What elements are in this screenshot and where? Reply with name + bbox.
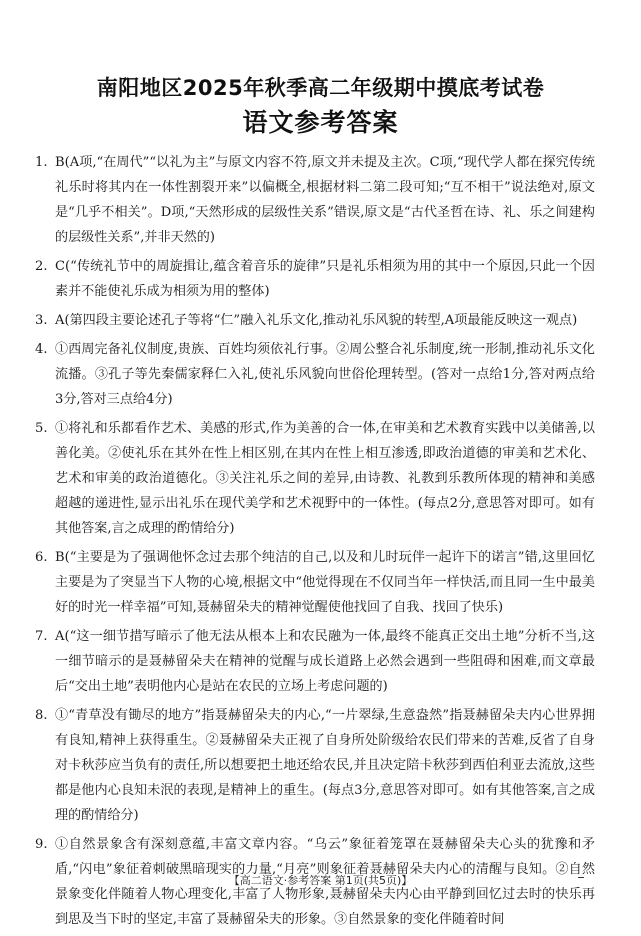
answer-text: ①自然景象含有深刻意蕴,丰富文章内容。“乌云”象征着笼罩在聂赫留朵夫心头的犹豫和矛盾,“闪电”象征着刺破黑暗现实的力量,“月亮”则象征着聂赫留朵夫内心的清醒与良知。②自然景象变化伴随着人物心理变化,丰富了人物形象,聂赫留朵夫内心由平静到回忆过去时的快乐再到思及当下时的坚定,丰富了聂赫留朵夫的形象。③自然景象的变化伴随着时间 xyxy=(55,837,595,927)
answer-text: C(“传统礼节中的周旋揖让,蕴含着音乐的旋律”只是礼乐相须为用的其中一个原因,只此一个因素并不能使礼乐成为相须为用的整体) xyxy=(55,259,595,299)
answer-item-2 xyxy=(35,254,595,304)
answer-number: 2. xyxy=(35,259,48,274)
answer-item-3 xyxy=(35,308,595,333)
answer-item-4 xyxy=(35,337,595,412)
answer-number: 3. xyxy=(35,313,48,328)
answer-item-6 xyxy=(35,545,595,620)
footer-dash xyxy=(578,877,584,878)
answer-list xyxy=(35,150,595,936)
answer-item-5 xyxy=(35,416,595,541)
answer-text: A(“这一细节措写暗示了他无法从根本上和农民融为一体,最终不能真正交出土地”分析不当,这一细节暗示的是聂赫留朵夫在精神的觉醒与成长道路上必然会遇到一些阻碍和困难,而文章最后“交出土地”表明他内心是站在农民的立场上考虑问题的) xyxy=(55,629,595,694)
answer-text: ①“青草没有锄尽的地方”指聂赫留朵夫的内心,“一片翠绿,生意盎然”指聂赫留朵夫内心世界拥有良知,精神上获得重生。②聂赫留朵夫正视了自身所处阶级给农民们带来的苦难,反省了自身对卡秋莎应当负有的责任,所以想要把土地还给农民,并且决定陪卡秋莎到西伯利亚去流放,这些都是他内心良知未泯的表现,是精神上的重生。(每点3分,意思答对即可。如有其他答案,言之成理的酌情给分) xyxy=(55,708,595,823)
answer-number: 8. xyxy=(35,708,48,723)
answer-number: 1. xyxy=(35,155,48,170)
exam-title: 南阳地区2025年秋季高二年级期中摸底考试卷 xyxy=(96,76,545,100)
answer-item-7 xyxy=(35,624,595,699)
answer-number: 9. xyxy=(35,837,48,852)
answer-number: 4. xyxy=(35,342,48,357)
answer-number: 6. xyxy=(35,550,48,565)
answer-key-title: 语文参考答案 xyxy=(242,108,399,137)
page-footer: 【高二语文·参考答案 第1页(共5页)】 xyxy=(228,874,413,887)
answer-text: ①将礼和乐都看作艺术、美感的形式,作为美善的合一体,在审美和艺术教育实践中以美储善,以善化美。②使礼乐在其外在性上相区别,在其内在性上相互渗透,即政治道德的审美和艺术化、艺术和审美的政治道德化。③关注礼乐之间的差异,由诗教、礼教到乐教所体现的精神和美感超越的递进性,显示出礼乐在现代美学和艺术视野中的一体性。(每点2分,意思答对即可。如有其他答案,言之成理的酌情给分) xyxy=(55,421,595,536)
answer-item-8 xyxy=(35,703,595,828)
answer-item-1 xyxy=(35,150,595,250)
answer-text: B(A项,“在周代”“以礼为主”与原文内容不符,原文并未提及主次。C项,“现代学人都在探究传统礼乐时将其内在一体性割裂开来”以偏概全,根据材料二第二段可知;“互不相干”说法绝对,原文是“几乎不相关”。D项,“天然形成的层级性关系”错误,原文是“古代圣哲在诗、礼、乐之间建构的层级性关系”,并非天然的) xyxy=(55,155,595,245)
answer-number: 7. xyxy=(35,629,48,644)
answer-text: ①西周完备礼仪制度,贵族、百姓均须依礼行事。②周公整合礼乐制度,统一形制,推动礼乐文化流播。③孔子等先秦儒家释仁入礼,使礼乐风貌向世俗伦理转型。(答对一点给1分,答对两点给3分,答对三点给4分) xyxy=(55,342,595,407)
answer-text: B(“主要是为了强调他怀念过去那个纯洁的自己,以及和儿时玩伴一起许下的诺言”错,这里回忆主要是为了突显当下人物的心境,根据文中“他觉得现在不仅同当年一样快活,而且同一生中最美好的时光一样幸福”可知,聂赫留朵夫的精神觉醒使他找回了自我、找回了快乐) xyxy=(55,550,595,615)
answer-number: 5. xyxy=(35,421,48,436)
answer-text: A(第四段主要论述孔子等将“仁”融入礼乐文化,推动礼乐风貌的转型,A项最能反映这一观点) xyxy=(55,313,578,328)
